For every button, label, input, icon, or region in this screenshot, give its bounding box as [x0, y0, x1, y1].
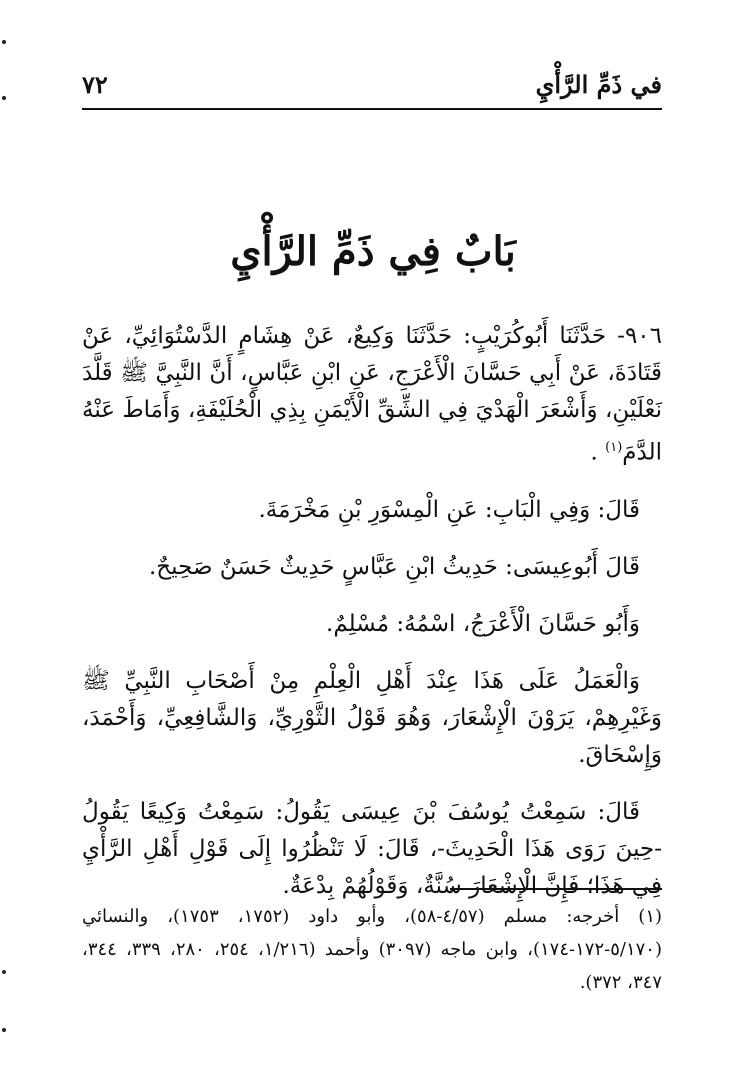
running-header-title: في ذَمِّ الرَّأْيِ: [535, 70, 662, 99]
margin-mark: [2, 40, 6, 44]
margin-mark: [2, 970, 6, 974]
hadith-body: [82, 318, 662, 925]
hadith-main-paragraph: [82, 318, 662, 472]
margin-mark: [2, 96, 6, 100]
running-header: [82, 64, 662, 110]
narrator-name-note: وَأَبُو حَسَّانَ الْأَعْرَجُ، اسْمُهُ: مُسْلِمٌ.: [326, 610, 640, 637]
footnote: (١) أخرجه: مسلم (٤/٥٧-٥٨)، وأبو داود (١٧٥٢، ١٧٥٣)، والنسائي (٥/١٧٠-١٧٢-١٧٤)، وابن ماجه (٣٠٩٧) وأحمد (١/٢١٦، ٢٥٤، ٢٨٠، ٣٣٩، ٣٤٤، ٣٤٧، ٣٧٢).: [82, 906, 663, 993]
margin-mark: [2, 1028, 6, 1032]
hadith-main-end: .: [590, 439, 606, 466]
practice-note: وَالْعَمَلُ عَلَى هَذَا عِنْدَ أَهْلِ الْعِلْمِ مِنْ أَصْحَابِ النَّبِيِّ ﷺ وَغَيْرِهِمْ، يَرَوْنَ الْإِشْعَارَ، وَهُوَ قَوْلُ الثَّوْرِيِّ، وَالشَّافِعِيِّ، وَأَحْمَدَ، وَإِسْحَاقَ.: [82, 667, 662, 768]
footnote-divider: [450, 888, 662, 890]
hadith-main-text: ٩٠٦- حَدَّثَنَا أَبُوكُرَيْبٍ: حَدَّثَنَا وَكِيعٌ، عَنْ هِشَامٍ الدَّسْتُوَائِيِّ، عَنْ قَتَادَةَ، عَنْ أَبِي حَسَّانَ الْأَعْرَجِ، عَنِ ابْنِ عَبَّاسٍ، أَنَّ النَّبِيَّ ﷺ قَلَّدَ نَعْلَيْنِ، وَأَشْعَرَ الْهَدْيَ فِي الشِّقِّ الْأَيْمَنِ بِذِي الْحُلَيْفَةِ، وَأَمَاطَ عَنْهُ الدَّمَ: [82, 323, 662, 466]
page-number: ٧٢: [82, 70, 108, 99]
waki-saying: قَالَ: سَمِعْتُ يُوسُفَ بْنَ عِيسَى يَقُولُ: سَمِعْتُ وَكِيعًا يَقُولُ -حِينَ رَوَى هَذَا الْحَدِيثَ-، قَالَ: لَا تَنْظُرُوا إِلَى قَوْلِ أَهْلِ الرَّأْيِ فِي هَذَا؛ فَإِنَّ الْإِشْعَارَ سُنَّةٌ، وَقَوْلُهُمْ بِدْعَةٌ.: [82, 798, 662, 899]
grading-note: قَالَ أَبُوعِيسَى: حَدِيثُ ابْنِ عَبَّاسٍ حَدِيثٌ حَسَنٌ صَحِيحٌ.: [149, 553, 640, 580]
chapter-title: بَابٌ فِي ذَمِّ الرَّأْيِ: [230, 228, 516, 275]
in-chapter-note: قَالَ: وَفِي الْبَابِ: عَنِ الْمِسْوَرِ بْنِ مَخْرَمَةَ.: [258, 496, 640, 523]
footnote-reference: (١): [605, 440, 623, 455]
